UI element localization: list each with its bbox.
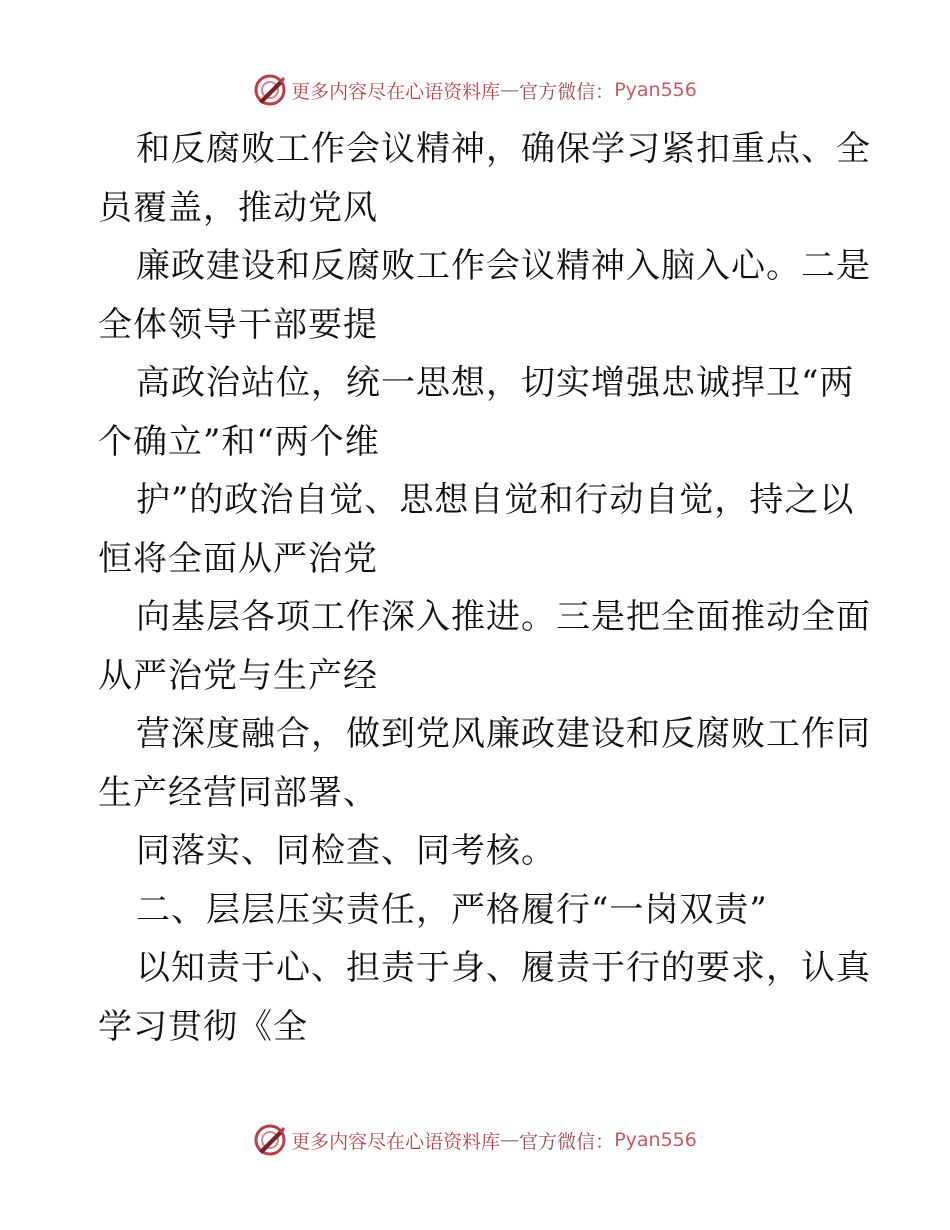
document-body: [98, 120, 871, 1056]
banner-wechat-id: Pyan556: [614, 1129, 697, 1151]
text-line: 向基层各项工作深入推进。三是把全面推动全面: [136, 597, 871, 637]
text-line: 同落实、同检查、同考核。: [136, 831, 556, 871]
text-line: 以知责于心、担责于身、履责于行的要求，认真: [136, 948, 871, 988]
text-line: 个确立”和“两个维: [98, 421, 380, 462]
banner-wechat-id: Pyan556: [614, 79, 697, 101]
banner-dash: —: [500, 79, 520, 101]
text-line: 恒将全面从严治党: [98, 538, 378, 579]
text-line: 学习贯彻《全: [98, 1006, 308, 1047]
text-line: 廉政建设和反腐败工作会议精神入脑入心。二是: [136, 246, 871, 286]
header-banner: [0, 70, 950, 110]
text-line: 员覆盖，推动党风: [98, 187, 378, 228]
footer-banner: [0, 1120, 950, 1160]
banner-wechat-label: 官方微信：: [519, 1130, 615, 1153]
pen-logo-icon: [253, 73, 287, 107]
banner-text: 更多内容尽在心语资料库: [291, 1130, 501, 1153]
banner-text: 更多内容尽在心语资料库: [291, 80, 501, 103]
text-line: 全体领导干部要提: [98, 304, 378, 345]
text-line: 和反腐败工作会议精神，确保学习紧扣重点、全: [136, 129, 871, 169]
banner-dash: —: [500, 1129, 520, 1151]
banner-wechat-label: 官方微信：: [519, 80, 615, 103]
section-heading: 二、层层压实责任，严格履行“一岗双责”: [136, 889, 768, 930]
text-line: 高政治站位，统一思想，切实增强忠诚捍卫“两: [136, 363, 855, 403]
text-line: 从严治党与生产经: [98, 655, 378, 696]
text-line: 营深度融合，做到党风廉政建设和反腐败工作同: [136, 714, 871, 754]
pen-logo-icon: [253, 1123, 287, 1157]
text-line: 护”的政治自觉、思想自觉和行动自觉，持之以: [136, 480, 855, 520]
text-line: 生产经营同部署、: [98, 772, 378, 813]
